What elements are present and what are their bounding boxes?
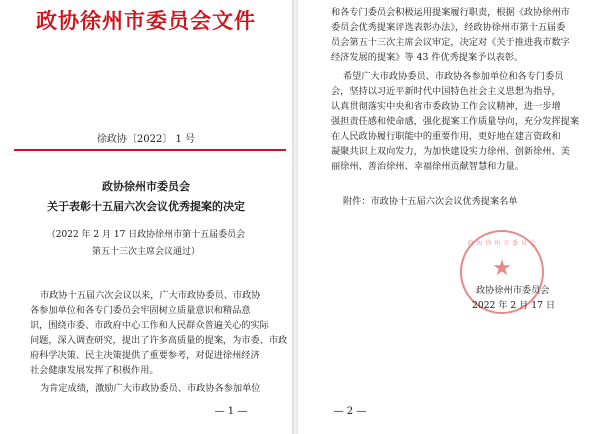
body-line: 强担责任感和使命感，强化提案工作质量导向，充分发挥提案 — [331, 116, 580, 127]
body-line: 社会健康发展发挥了积极作用。 — [30, 365, 159, 376]
body-line: 员会第五十三次主席会议审定，决定对《关于推进我市数字 — [331, 37, 570, 48]
page-number: — 2 — — [333, 406, 367, 417]
body-line: 市政协十五届六次会议以来，广大市政协委员、市政协 — [40, 290, 261, 301]
red-divider-line — [14, 149, 286, 151]
page-right — [298, 0, 600, 434]
page-number: — 1 — — [214, 406, 248, 417]
document-number: 徐政协〔2022〕 1 号 — [96, 134, 196, 145]
body-line: 和各专门委员会积极运用提案履行职责，根据《政协徐州市 — [331, 7, 570, 18]
page-left — [0, 0, 292, 434]
body-line: 在人民政协履行职能中的重要作用，更好地在建言资政和 — [331, 131, 561, 142]
document-title: 关于表彰十五届六次会议优秀提案的决定 — [47, 200, 245, 213]
body-line: 问题，深入调查研究，提出了许多高质量的提案，为市委、市政 — [30, 335, 288, 346]
body-line: 丽徐州、善治徐州、幸福徐州贡献智慧和力量。 — [331, 161, 524, 172]
seal-star-icon: ★ — [492, 256, 512, 281]
body-line: 经济发展的提案》等 43 件优秀提案予以表彰。 — [331, 52, 524, 63]
approval-note-line: （2022 年 2 月 17 日政协徐州市第十五届委员会 — [46, 230, 246, 240]
body-line: 委员会优秀提案评选表彰办法》，经政协徐州市第十五届委 — [331, 22, 566, 33]
issuer-heading: 政协徐州市委员会 — [102, 180, 190, 193]
body-line: 为肯定成绩，激励广大市政协委员、市政协各参加单位 — [40, 383, 261, 394]
body-line: 认真贯彻落实中央和省市委政协工作会议精神，进一步增 — [331, 101, 561, 112]
attachment-line: 附件：市政协十五届六次会议优秀提案名单 — [343, 196, 518, 207]
document-header-title: 政协徐州市委员会文件 — [36, 8, 256, 33]
seal-lettering: 政 协 徐 州 市 委 员 会 — [467, 240, 537, 247]
body-line: 各参加单位和各专门委员会牢固树立质量意识和精品意 — [30, 305, 251, 316]
sign-date: 2022 年 2 月 17 日 — [472, 300, 556, 311]
approval-note-line: 第五十三次主席会议通过） — [91, 247, 200, 257]
body-line: 会，坚持以习近平新时代中国特色社会主义思想为指导， — [331, 86, 561, 97]
body-line: 识，围绕市委、市政府中心工作和人民群众普遍关心的实际 — [30, 320, 269, 331]
signer-name: 政协徐州市委员会 — [476, 285, 550, 296]
body-line: 凝聚共识上双向发力，为加快建设实力徐州、创新徐州、美 — [331, 146, 570, 157]
body-line: 府科学决策、民主决策提供了重要参考，对促进徐州经济 — [30, 350, 260, 361]
body-line: 希望广大市政协委员、市政协各参加单位和各专门委员 — [343, 71, 564, 82]
